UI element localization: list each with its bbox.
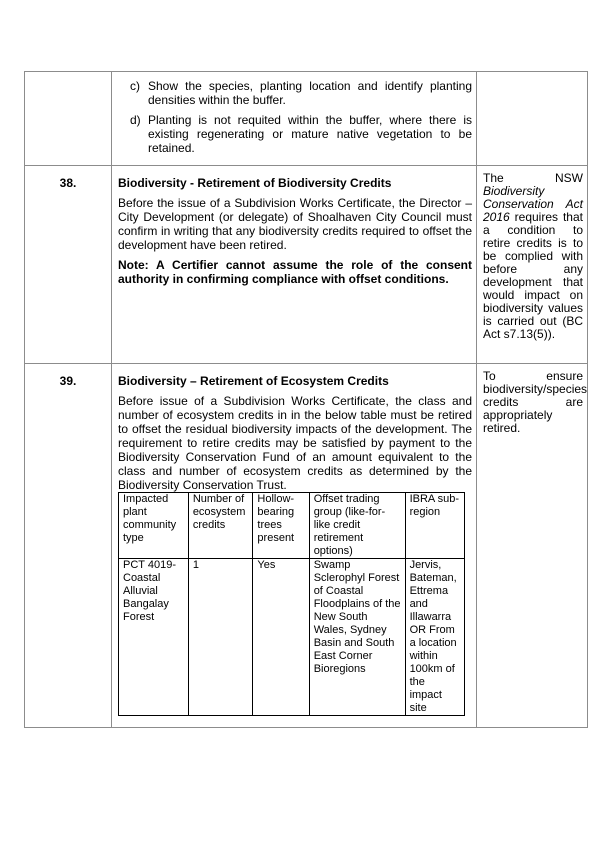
- condition-number: 39.: [25, 364, 112, 728]
- condition-paragraph: Before the issue of a Subdivision Works Certificate, the Director – City Development (or delegate) of Shoalhaven City Council must confirm in writing that any biodiversity credits required to offset the development have been retired.: [118, 196, 472, 252]
- condition-39-body: [112, 364, 477, 728]
- condition-number: 38.: [25, 166, 112, 364]
- continued-body: [112, 72, 477, 166]
- number-cell: [25, 72, 112, 166]
- table-row: [119, 559, 465, 716]
- conditions-table: [24, 71, 588, 728]
- list-item: c) Show the species, planting location and identify planting densities within the buffer.: [130, 79, 472, 107]
- condition-38-body: [112, 166, 477, 364]
- condition-38-row: [25, 166, 588, 364]
- condition-paragraph: Before issue of a Subdivision Works Certificate, the class and number of ecosystem credits in in the below table must be retired to offset the residual biodiversity impacts of the development. The requirement to retire credits may be satisfied by payment to the Biodiversity Conservation Fund of an amount equivalent to the class and number of ecosystem credits as determined by the Biodiversity Conservation Trust.: [118, 394, 472, 492]
- table-header: Offset trading group (like-for-like credit retirement options): [309, 493, 405, 559]
- table-header: IBRA sub-region: [405, 493, 464, 559]
- table-cell: Yes: [253, 559, 309, 716]
- condition-title: Biodiversity – Retirement of Ecosystem Credits: [118, 374, 389, 388]
- reason-cell: The NSW Biodiversity Conservation Act 2016 requires that a condition to retire credits is to be complied with before any development that would impact on biodiversity values is carried out (BC Act s7.13(5)).: [477, 166, 588, 364]
- condition-title: Biodiversity - Retirement of Biodiversity Credits: [118, 176, 392, 190]
- continued-list: [118, 79, 472, 155]
- list-item: d) Planting is not requited within the buffer, where there is existing regenerating or mature native vegetation to be retained.: [130, 113, 472, 155]
- act-name: Biodiversity Conservation Act 2016: [483, 184, 583, 224]
- reason-cell: To ensure biodiversity/species credits are appropriately retired.: [477, 364, 588, 728]
- table-header: Number of ecosystem credits: [188, 493, 253, 559]
- condition-note: Note: A Certifier cannot assume the role of the consent authority in confirming compliance with offset conditions.: [118, 258, 472, 286]
- table-cell: Swamp Sclerophyl Forest of Coastal Floodplains of the New South Wales, Sydney Basin and South East Corner Bioregions: [309, 559, 405, 716]
- table-cell: Jervis, Bateman, Ettrema and Illawarra OR From a location within 100km of the impact site: [405, 559, 464, 716]
- reason-cell: [477, 72, 588, 166]
- table-header: Hollow-bearing trees present: [253, 493, 309, 559]
- table-cell: PCT 4019-Coastal Alluvial Bangalay Forest: [119, 559, 189, 716]
- table-header: Impacted plant community type: [119, 493, 189, 559]
- continued-row: [25, 72, 588, 166]
- condition-39-row: [25, 364, 588, 728]
- credits-table: [118, 492, 465, 716]
- table-header-row: [119, 493, 465, 559]
- table-cell: 1: [188, 559, 253, 716]
